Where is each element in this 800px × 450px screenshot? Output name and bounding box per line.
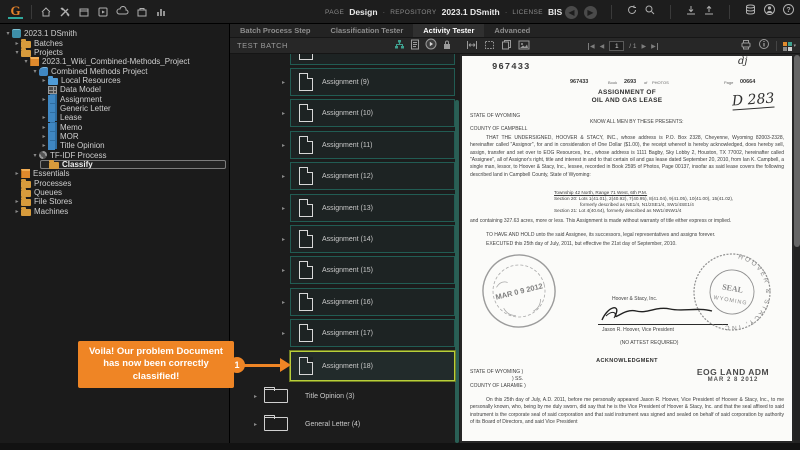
print-icon[interactable] <box>740 37 752 55</box>
expander-icon[interactable]: ▸ <box>15 40 19 47</box>
expander-icon[interactable]: ▸ <box>15 199 19 206</box>
sidebar-tree-item[interactable]: Queues <box>0 188 229 197</box>
last-page-icon[interactable]: ▶ <box>651 43 656 50</box>
sidebar-tree-item[interactable]: Data Model <box>0 85 229 94</box>
first-page-icon[interactable]: ◀ <box>590 43 595 50</box>
batch-document-item[interactable]: ▸ Assignment (11) <box>280 131 460 159</box>
expander-icon[interactable]: ▸ <box>282 268 286 274</box>
callout-arrow-line <box>244 364 282 367</box>
fit-width-icon[interactable] <box>466 37 478 55</box>
expander-icon[interactable]: ▾ <box>24 59 28 66</box>
document-icon <box>299 104 313 122</box>
document-icon <box>299 167 313 185</box>
refresh-icon[interactable] <box>626 3 638 21</box>
document-icon <box>299 357 313 375</box>
svg-text:?: ? <box>786 7 791 14</box>
folder-icon <box>21 190 31 197</box>
sidebar-tree-item[interactable]: ▸ File Stores <box>0 197 229 206</box>
document-view-area <box>460 54 800 443</box>
callout-arrow-head <box>280 358 291 372</box>
county-line: COUNTY OF CAMPBELL <box>470 126 528 132</box>
stats-icon[interactable] <box>155 6 167 18</box>
user-icon[interactable] <box>763 3 776 21</box>
expander-icon[interactable]: ▸ <box>282 237 286 243</box>
search-icon[interactable] <box>644 3 656 21</box>
run-icon[interactable] <box>425 37 437 55</box>
sidebar-tree-item[interactable]: ▸ Essentials <box>0 169 229 178</box>
folder-icon <box>21 181 31 188</box>
top-bar <box>0 0 800 24</box>
doc-blue-icon <box>48 104 55 113</box>
folder-icon <box>21 209 31 216</box>
executed-line: EXECUTED this 25th day of July, 2011, but effective the 21st day of September, 2010. <box>486 241 677 247</box>
repository-label: REPOSITORY <box>390 8 437 16</box>
expander-icon[interactable]: ▸ <box>42 133 46 140</box>
acknowledgment-venue: STATE OF WYOMING ) ) SS. COUNTY OF LARAMIE ) <box>470 369 526 389</box>
svg-text:HOOVER & STACY, INC.: HOOVER & STACY, INC. <box>717 253 772 332</box>
containing-line: and containing 327.63 acres, more or less. This Assignment is made without warranty of title either express or implied. <box>470 218 732 224</box>
sidebar-tree-item[interactable]: ▸ MOR <box>0 132 229 141</box>
sidebar-tree-item[interactable]: ▾ 2023.1_Wiki_Combined-Methods_Project <box>0 57 229 66</box>
acknowledgment-paragraph: On this 25th day of July, A.D. 2011, before me personally appeared Jason R. Hoover, Vice President of Hoover & Stacy, Inc., to me personally known, who, being by me duly sworn, did say that he is the Vice President of Hoover & Stacy, Inc. and that the seal affixed to said instrument is the corporate seal of said corporation and that said instrument was signed and sealed on behalf of said corporation by authority of its Board of Directors, and said Vice President <box>470 397 784 426</box>
page-navigation <box>588 38 658 54</box>
lock-icon[interactable] <box>442 37 452 55</box>
doc-blue-icon <box>48 132 55 141</box>
gear-icon <box>39 151 47 159</box>
tab[interactable]: Classification Tester <box>330 26 404 35</box>
expander-icon[interactable]: ▾ <box>6 31 10 38</box>
svg-text:SEAL: SEAL <box>721 282 744 295</box>
corporate-seal-stamp <box>683 243 780 340</box>
viewer-scrollbar-thumb[interactable] <box>794 55 800 247</box>
expander-icon[interactable]: ▸ <box>15 208 19 215</box>
document-icon <box>299 261 313 279</box>
batch-document-item-partial[interactable] <box>280 54 460 65</box>
test-batch-title: TEST BATCH <box>237 41 288 50</box>
repository-value[interactable]: 2023.1 DSmith <box>441 7 500 17</box>
document-icon <box>299 73 313 91</box>
page-label: PAGE <box>325 8 345 16</box>
document-icon <box>299 230 313 248</box>
bottom-bar <box>0 443 800 450</box>
sidebar-tree-item[interactable]: ▸ Lease <box>0 113 229 122</box>
batch-document-item[interactable]: ▸ Assignment (14) <box>280 225 460 253</box>
cube-icon <box>21 169 30 178</box>
breadcrumb: PAGE Design · REPOSITORY 2023.1 DSmith · LICENSE BIS <box>325 7 563 17</box>
tools-icon[interactable] <box>59 6 71 18</box>
case-icon[interactable] <box>136 6 148 18</box>
expander-icon[interactable]: ▸ <box>282 300 286 306</box>
batch-document-item[interactable]: ▸ Assignment (13) <box>280 194 460 222</box>
grid-icon <box>48 86 57 94</box>
view-options-icon[interactable]: ▾ <box>783 42 796 51</box>
cloud-icon[interactable] <box>116 6 129 18</box>
doc-blue-icon <box>48 141 55 150</box>
legal-description-line: Township 42 North, Range 71 West, 6th P.M. <box>554 190 648 195</box>
batch-document-item[interactable]: ▸ Assignment (16) <box>280 288 460 316</box>
help-icon[interactable] <box>782 3 795 21</box>
attest-line: (NO ATTEST REQUIRED) <box>620 340 679 346</box>
repository-icon <box>12 29 21 38</box>
project-icon <box>39 67 48 76</box>
database-icon[interactable] <box>744 3 757 21</box>
tab-active[interactable]: Activity Tester <box>413 24 484 37</box>
batch-folder-item[interactable]: ▸ General Letter (4) <box>254 416 360 432</box>
expander-icon[interactable]: ▾ <box>15 49 19 56</box>
expander-icon[interactable]: ▸ <box>254 421 258 428</box>
batch-document-item[interactable]: ▸ Assignment (18) <box>280 351 460 379</box>
signer-line: Jason R. Hoover, Vice President <box>602 327 674 333</box>
legal-description-line: Section 21: Lot 4(40.64), formerly described as NW1/4NW1/4 <box>554 208 682 214</box>
page-number-input[interactable]: 1 <box>609 41 624 51</box>
expander-icon[interactable]: ▸ <box>42 96 46 103</box>
acknowledgment-heading: ACKNOWLEDGMENT <box>596 358 658 364</box>
cube-icon <box>30 57 39 66</box>
document-page[interactable] <box>462 56 792 441</box>
legal-description-line: Section 20: Lots 1(41.01), 2(40.92), 7(40.95), 8(41.04), 9(41.05), 10(41.00), 15(41.02), <box>554 196 734 202</box>
batches-icon[interactable] <box>78 6 90 18</box>
previous-page-icon[interactable]: ◀ <box>599 43 605 50</box>
expander-icon[interactable]: ▸ <box>282 111 286 117</box>
sidebar-tree-item[interactable]: ▸ Local Resources <box>0 76 229 85</box>
handwritten-initials: dj <box>738 56 748 67</box>
presents-line: KNOW ALL MEN BY THESE PRESENTS: <box>590 119 684 125</box>
doc-blue-icon <box>48 95 55 104</box>
player-icon[interactable] <box>97 6 109 18</box>
tab[interactable]: Batch Process Step <box>240 26 311 35</box>
folder-blue-icon <box>48 78 58 85</box>
legal-description <box>554 190 733 214</box>
legal-description-line: formerly described as NE1/4, N1/2SE1/4, SW1/4SE1/4 <box>580 202 694 208</box>
sidebar-tree-item[interactable]: ▾ Combined Methods Project <box>0 66 229 75</box>
document-icon <box>299 324 313 342</box>
sidebar-tree-item[interactable]: ▾ TF-IDF Process <box>0 150 229 159</box>
svg-text:WYOMING: WYOMING <box>712 294 748 307</box>
batch-document-item[interactable]: ▸ Assignment (12) <box>280 162 460 190</box>
forward-icon[interactable]: ▶ <box>584 6 597 19</box>
license-value[interactable]: BIS <box>548 7 563 17</box>
download-icon[interactable] <box>685 3 697 21</box>
expander-icon[interactable]: ▸ <box>42 124 46 131</box>
pages-icon[interactable] <box>501 37 512 55</box>
doc-blue-icon <box>48 123 55 132</box>
home-icon[interactable] <box>40 6 52 18</box>
expander-icon[interactable]: ▸ <box>254 393 258 400</box>
doc-blue-icon <box>48 113 55 122</box>
batch-document-item[interactable]: ▸ Assignment (10) <box>280 99 460 127</box>
back-icon[interactable]: ◀ <box>565 6 578 19</box>
viewer-scrollbar[interactable] <box>794 54 800 443</box>
upload-icon[interactable] <box>703 3 715 21</box>
company-line: Hoover & Stacy, Inc. <box>612 296 658 302</box>
test-batch-pane <box>230 38 460 443</box>
image-icon[interactable] <box>518 37 530 55</box>
sidebar-tree-item[interactable]: Classify <box>40 160 226 169</box>
batch-document-item[interactable]: ▸ Assignment (15) <box>280 256 460 284</box>
sidebar-tree-item[interactable]: ▾ Projects <box>0 48 229 57</box>
expander-icon[interactable]: ▸ <box>282 206 286 212</box>
sidebar-tree-item[interactable]: ▾ 2023.1 DSmith <box>0 29 229 38</box>
document-icon <box>299 293 313 311</box>
expander-icon[interactable]: ▸ <box>42 115 46 122</box>
batch-document-item[interactable]: ▸ Assignment (17) <box>280 319 460 347</box>
info-icon[interactable] <box>758 37 770 55</box>
main-area <box>230 24 800 443</box>
folder-icon <box>21 199 31 206</box>
expander-icon[interactable]: ▸ <box>282 331 286 337</box>
page-total: / 1 <box>629 42 637 50</box>
expander-icon[interactable]: ▸ <box>282 174 286 180</box>
county-clerk-stamp <box>472 244 567 339</box>
folder-icon <box>49 162 59 169</box>
annotation-callout <box>78 341 234 388</box>
folder-icon <box>264 417 288 431</box>
page-value[interactable]: Design <box>349 7 378 17</box>
sidebar-tree-item[interactable]: ▸ Title Opinion <box>0 141 229 150</box>
document-viewer-pane <box>460 38 800 443</box>
folder-icon <box>21 50 31 57</box>
expander-icon[interactable]: ▸ <box>282 363 286 369</box>
sidebar-tree-item[interactable]: ▸ Memo <box>0 122 229 131</box>
tab[interactable]: Advanced <box>494 26 531 35</box>
region-select-icon[interactable] <box>484 37 495 55</box>
assignment-body-paragraph: THAT THE UNDERSIGNED, HOOVER & STACY, INC., whose address is P.O. Box 2328, Cheyenne, Wyoming 82003-2328, hereinafter called "Assignor", for and in consideration of One Dollar ($1.00), the receipt whereof is hereby acknowledged, does hereby sell, assign, transfer and set over to EOG Resources, Inc., whose address is 1111 Bagby, Sky Lobby 2, Houston, TX 77002, hereinafter called "Assignee", all of Assignor's right, title and interest in and to that certain oil and gas lease dated September 20, 2010, from Ian K. Campbell, a single man, lessor, to Hoover & Stacy, Inc., lessee, recorded in Book 2595 of Photos, Page 00137, insofar as said lease covers the following described land in Campbell County, State of Wyoming: <box>470 135 784 178</box>
folder-icon <box>21 41 31 48</box>
callout-step-badge: 1 <box>229 357 245 373</box>
svg-text:MAR 0 9 2012: MAR 0 9 2012 <box>494 281 544 302</box>
viewer-toolbar <box>460 38 800 54</box>
test-batch-toolbar <box>230 38 460 54</box>
sidebar-tree-item[interactable]: ▸ Assignment <box>0 94 229 103</box>
expander-icon[interactable]: ▸ <box>282 143 286 149</box>
document-title: ASSIGNMENT OF OIL AND GAS LEASE <box>591 89 663 104</box>
recording-number-stamp: 967433 <box>492 62 531 72</box>
state-line: STATE OF WYOMING <box>470 113 521 119</box>
expander-icon[interactable]: ▸ <box>282 80 286 86</box>
document-icon <box>299 199 313 217</box>
expander-icon[interactable]: ▾ <box>33 68 37 75</box>
sidebar-tree-item[interactable]: ▸ Batches <box>0 38 229 47</box>
batch-folder-item[interactable]: ▸ Title Opinion (3) <box>254 388 355 404</box>
folder-icon <box>264 389 288 403</box>
sidebar-tree-item[interactable]: Generic Letter <box>0 104 229 113</box>
sidebar-tree-item[interactable]: ▸ Machines <box>0 207 229 216</box>
sidebar-tree-item[interactable]: Processes <box>0 179 229 188</box>
callout-text: Voila! Our problem Document has now been correctly classified! <box>89 345 223 382</box>
document-icon <box>299 136 313 154</box>
divider <box>31 5 32 19</box>
expander-icon[interactable]: ▸ <box>15 171 19 178</box>
report-icon[interactable] <box>410 37 420 55</box>
batch-document-list <box>230 54 460 443</box>
book-page-line: 967433 Book 2693 of PHOTOS Page 00664 <box>570 79 756 85</box>
batch-document-item[interactable]: ▸ Assignment (9) <box>280 68 460 96</box>
batch-structure-icon[interactable] <box>394 37 405 55</box>
next-page-icon[interactable]: ▶ <box>641 43 647 50</box>
expander-icon[interactable]: ▸ <box>42 77 46 84</box>
eog-received-stamp: EOG LAND ADM MAR 2 8 2012 <box>696 367 770 383</box>
grooper-logo-icon[interactable]: G <box>8 4 23 19</box>
habendum-line: TO HAVE AND HOLD unto the said Assignee, its successors, legal representatives and assigns forever. <box>486 232 716 238</box>
expander-icon[interactable]: ▸ <box>42 143 46 150</box>
handwritten-doc-number: D 283 <box>731 90 775 110</box>
license-label: LICENSE <box>512 8 544 16</box>
document-icon <box>299 54 313 60</box>
expander-icon[interactable]: ▾ <box>33 152 37 159</box>
